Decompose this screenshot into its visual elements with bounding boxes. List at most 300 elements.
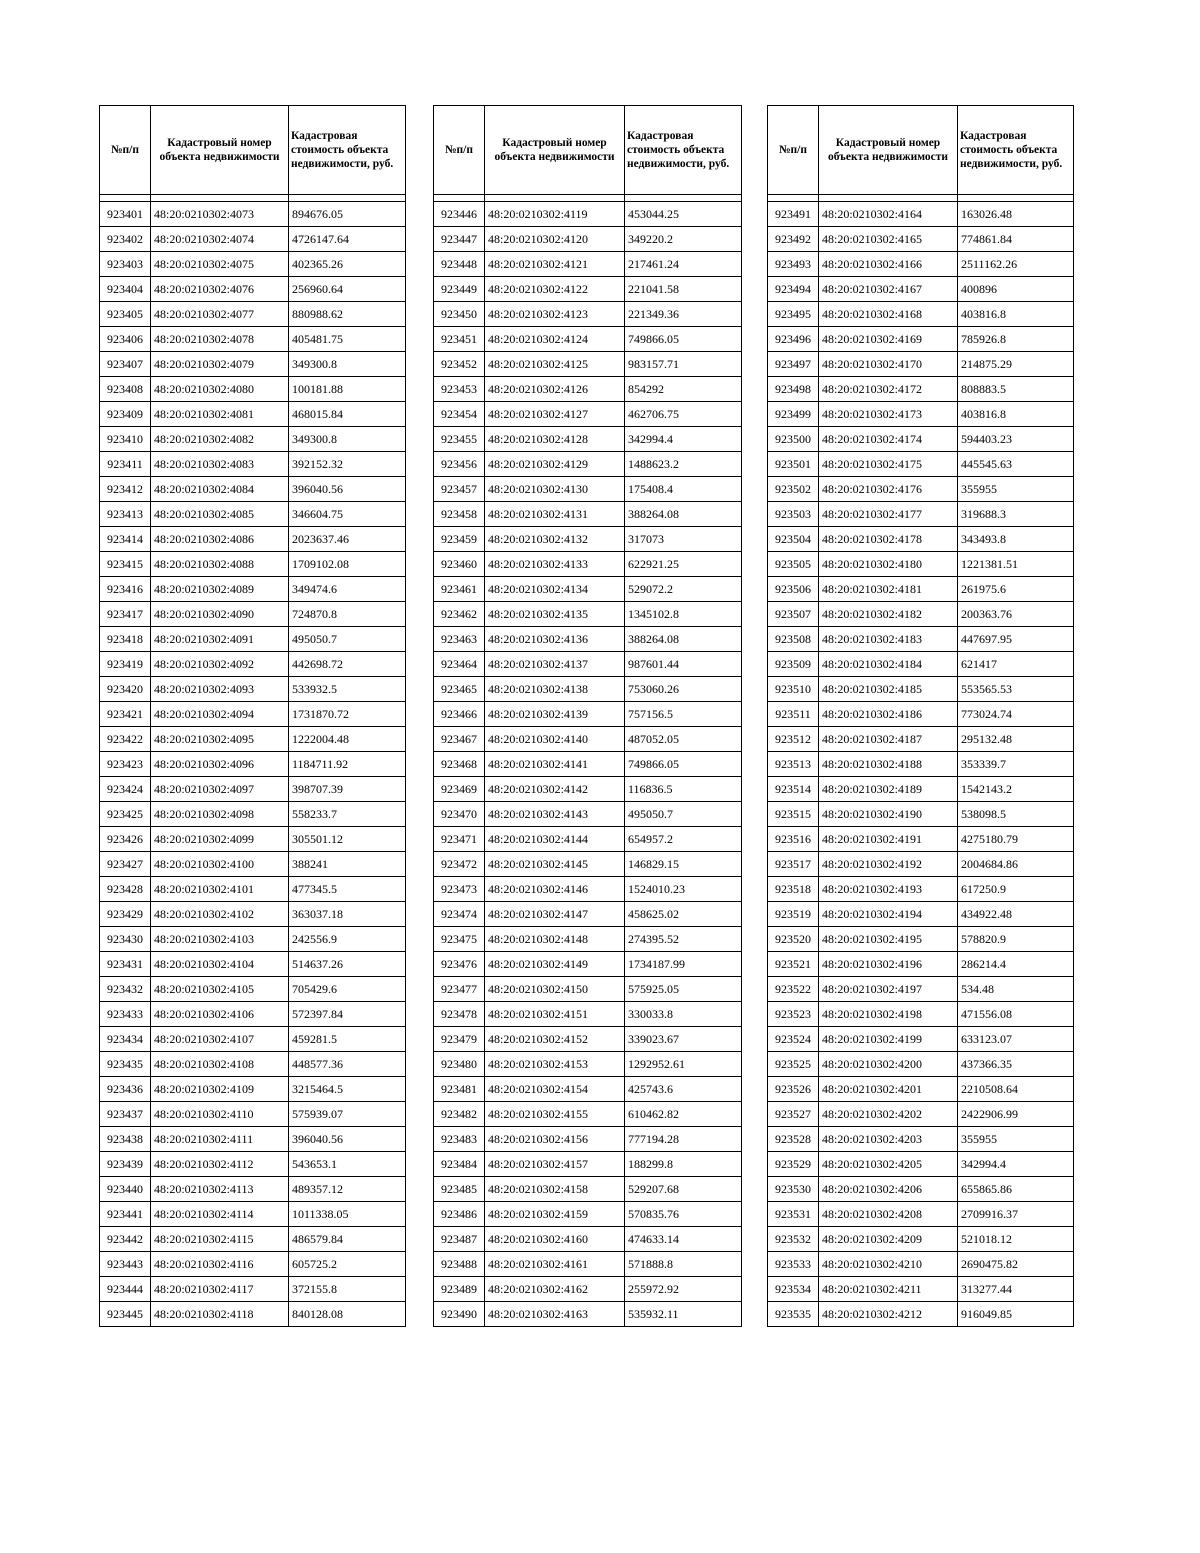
cadastral-number: 48:20:0210302:4119 xyxy=(485,202,625,227)
cadastral-number: 48:20:0210302:4141 xyxy=(485,752,625,777)
cadastral-cost: 392152.32 xyxy=(289,452,406,477)
cadastral-cost: 388264.08 xyxy=(625,627,742,652)
cadastral-cost: 773024.74 xyxy=(958,702,1074,727)
table-row xyxy=(100,952,406,977)
table-row xyxy=(768,502,1074,527)
cadastral-number: 48:20:0210302:4076 xyxy=(151,277,289,302)
cadastral-cost: 543653.1 xyxy=(289,1152,406,1177)
row-number: 923516 xyxy=(768,827,819,852)
table-row xyxy=(768,1177,1074,1202)
table-row xyxy=(434,427,742,452)
cadastral-cost: 349300.8 xyxy=(289,427,406,452)
cadastral-cost: 313277.44 xyxy=(958,1277,1074,1302)
table-row xyxy=(434,652,742,677)
cadastral-cost: 355955 xyxy=(958,477,1074,502)
cadastral-cost: 777194.28 xyxy=(625,1127,742,1152)
row-number: 923442 xyxy=(100,1227,151,1252)
table-row xyxy=(100,1127,406,1152)
table-row xyxy=(768,952,1074,977)
cadastral-cost: 163026.48 xyxy=(958,202,1074,227)
cadastral-number: 48:20:0210302:4079 xyxy=(151,352,289,377)
spacer-cell xyxy=(819,195,958,202)
row-number: 923490 xyxy=(434,1302,485,1327)
table-row xyxy=(434,977,742,1002)
cadastral-number: 48:20:0210302:4073 xyxy=(151,202,289,227)
row-number: 923486 xyxy=(434,1202,485,1227)
row-number: 923427 xyxy=(100,852,151,877)
row-number: 923519 xyxy=(768,902,819,927)
table-row xyxy=(434,1127,742,1152)
cadastral-number: 48:20:0210302:4162 xyxy=(485,1277,625,1302)
spacer-cell xyxy=(768,195,819,202)
cadastral-cost: 402365.26 xyxy=(289,252,406,277)
cadastral-cost: 319688.3 xyxy=(958,502,1074,527)
table-row xyxy=(434,777,742,802)
cadastral-number: 48:20:0210302:4124 xyxy=(485,327,625,352)
table-row xyxy=(100,1077,406,1102)
cadastral-number: 48:20:0210302:4097 xyxy=(151,777,289,802)
cadastral-cost: 724870.8 xyxy=(289,602,406,627)
table-row xyxy=(434,1277,742,1302)
cadastral-cost: 529207.68 xyxy=(625,1177,742,1202)
row-number: 923482 xyxy=(434,1102,485,1127)
cadastral-cost: 1184711.92 xyxy=(289,752,406,777)
table-row xyxy=(100,202,406,227)
cadastral-cost: 295132.48 xyxy=(958,727,1074,752)
cadastral-cost: 372155.8 xyxy=(289,1277,406,1302)
cadastral-number: 48:20:0210302:4121 xyxy=(485,252,625,277)
cadastral-cost: 255972.92 xyxy=(625,1277,742,1302)
row-number: 923405 xyxy=(100,302,151,327)
row-number: 923487 xyxy=(434,1227,485,1252)
row-number: 923450 xyxy=(434,302,485,327)
cadastral-cost: 1222004.48 xyxy=(289,727,406,752)
row-number: 923441 xyxy=(100,1202,151,1227)
row-number: 923430 xyxy=(100,927,151,952)
table-row xyxy=(768,377,1074,402)
cadastral-cost: 654957.2 xyxy=(625,827,742,852)
row-number: 923429 xyxy=(100,902,151,927)
table-row xyxy=(768,1252,1074,1277)
row-number: 923424 xyxy=(100,777,151,802)
table-row xyxy=(768,877,1074,902)
cadastral-cost: 575925.05 xyxy=(625,977,742,1002)
cadastral-cost: 261975.6 xyxy=(958,577,1074,602)
cadastral-number: 48:20:0210302:4170 xyxy=(819,352,958,377)
table-row xyxy=(100,302,406,327)
row-number: 923402 xyxy=(100,227,151,252)
row-number: 923464 xyxy=(434,652,485,677)
cadastral-number: 48:20:0210302:4074 xyxy=(151,227,289,252)
cadastral-number: 48:20:0210302:4107 xyxy=(151,1027,289,1052)
cadastral-cost: 305501.12 xyxy=(289,827,406,852)
table-row xyxy=(768,1202,1074,1227)
table-row xyxy=(100,502,406,527)
row-number: 923511 xyxy=(768,702,819,727)
table-row xyxy=(434,502,742,527)
row-number: 923527 xyxy=(768,1102,819,1127)
table-row xyxy=(434,577,742,602)
table-row xyxy=(100,977,406,1002)
row-number: 923438 xyxy=(100,1127,151,1152)
cadastral-number: 48:20:0210302:4103 xyxy=(151,927,289,952)
row-number: 923501 xyxy=(768,452,819,477)
table-row xyxy=(434,677,742,702)
cadastral-number: 48:20:0210302:4099 xyxy=(151,827,289,852)
cadastral-number: 48:20:0210302:4138 xyxy=(485,677,625,702)
cadastral-cost: 214875.29 xyxy=(958,352,1074,377)
table-row xyxy=(100,1277,406,1302)
cadastral-number: 48:20:0210302:4182 xyxy=(819,602,958,627)
cadastral-cost: 349300.8 xyxy=(289,352,406,377)
row-number: 923505 xyxy=(768,552,819,577)
table-row xyxy=(768,527,1074,552)
cadastral-number: 48:20:0210302:4128 xyxy=(485,427,625,452)
cadastral-number: 48:20:0210302:4077 xyxy=(151,302,289,327)
table-row xyxy=(768,652,1074,677)
row-number: 923459 xyxy=(434,527,485,552)
cadastral-cost: 571888.8 xyxy=(625,1252,742,1277)
row-number: 923422 xyxy=(100,727,151,752)
cadastral-number: 48:20:0210302:4081 xyxy=(151,402,289,427)
row-number: 923460 xyxy=(434,552,485,577)
cadastral-number: 48:20:0210302:4164 xyxy=(819,202,958,227)
table-row xyxy=(434,877,742,902)
row-number: 923483 xyxy=(434,1127,485,1152)
table-row xyxy=(100,1202,406,1227)
cadastral-cost: 4275180.79 xyxy=(958,827,1074,852)
row-number: 923498 xyxy=(768,377,819,402)
spacer-cell xyxy=(485,195,625,202)
cadastral-number: 48:20:0210302:4117 xyxy=(151,1277,289,1302)
cadastral-cost: 1292952.61 xyxy=(625,1052,742,1077)
row-number: 923452 xyxy=(434,352,485,377)
table-row xyxy=(100,1052,406,1077)
row-number: 923529 xyxy=(768,1152,819,1177)
row-number: 923444 xyxy=(100,1277,151,1302)
table-row xyxy=(100,552,406,577)
table-row xyxy=(100,1152,406,1177)
table-row xyxy=(434,1252,742,1277)
header-spacer xyxy=(434,195,742,202)
cadastral-cost: 2004684.86 xyxy=(958,852,1074,877)
cadastral-number: 48:20:0210302:4125 xyxy=(485,352,625,377)
row-number: 923530 xyxy=(768,1177,819,1202)
cadastral-cost: 200363.76 xyxy=(958,602,1074,627)
cadastral-cost: 477345.5 xyxy=(289,877,406,902)
row-number: 923409 xyxy=(100,402,151,427)
table-row xyxy=(100,402,406,427)
table-row xyxy=(100,427,406,452)
cadastral-number: 48:20:0210302:4166 xyxy=(819,252,958,277)
row-number: 923418 xyxy=(100,627,151,652)
table-row xyxy=(434,1152,742,1177)
cadastral-cost: 514637.26 xyxy=(289,952,406,977)
table-row xyxy=(768,302,1074,327)
cadastral-cost: 355955 xyxy=(958,1127,1074,1152)
table-row xyxy=(768,1027,1074,1052)
table-row xyxy=(434,1177,742,1202)
table-row xyxy=(434,827,742,852)
cadastral-number: 48:20:0210302:4205 xyxy=(819,1152,958,1177)
cadastral-cost: 188299.8 xyxy=(625,1152,742,1177)
cadastral-cost: 749866.05 xyxy=(625,327,742,352)
cadastral-number: 48:20:0210302:4096 xyxy=(151,752,289,777)
row-number: 923469 xyxy=(434,777,485,802)
cadastral-number: 48:20:0210302:4187 xyxy=(819,727,958,752)
cadastral-number: 48:20:0210302:4147 xyxy=(485,902,625,927)
cadastral-number: 48:20:0210302:4160 xyxy=(485,1227,625,1252)
table-row xyxy=(434,1202,742,1227)
cadastral-cost: 621417 xyxy=(958,652,1074,677)
cadastral-cost: 146829.15 xyxy=(625,852,742,877)
table-row xyxy=(434,602,742,627)
cadastral-number: 48:20:0210302:4178 xyxy=(819,527,958,552)
table-row xyxy=(768,927,1074,952)
table-header-row xyxy=(100,106,406,195)
cadastral-number: 48:20:0210302:4092 xyxy=(151,652,289,677)
spacer-cell xyxy=(434,195,485,202)
row-number: 923506 xyxy=(768,577,819,602)
cadastral-number: 48:20:0210302:4192 xyxy=(819,852,958,877)
spacer-cell xyxy=(151,195,289,202)
cadastral-cost: 217461.24 xyxy=(625,252,742,277)
spacer-cell xyxy=(100,195,151,202)
cadastral-cost: 753060.26 xyxy=(625,677,742,702)
cadastral-cost: 458625.02 xyxy=(625,902,742,927)
row-number: 923479 xyxy=(434,1027,485,1052)
cadastral-cost: 894676.05 xyxy=(289,202,406,227)
row-number: 923522 xyxy=(768,977,819,1002)
table-row xyxy=(100,252,406,277)
row-number: 923503 xyxy=(768,502,819,527)
cadastral-cost: 349220.2 xyxy=(625,227,742,252)
cadastral-cost: 445545.63 xyxy=(958,452,1074,477)
cadastral-cost: 575939.07 xyxy=(289,1102,406,1127)
cadastral-cost: 363037.18 xyxy=(289,902,406,927)
table-row xyxy=(768,427,1074,452)
table-row xyxy=(434,1027,742,1052)
row-number: 923502 xyxy=(768,477,819,502)
cadastral-number: 48:20:0210302:4136 xyxy=(485,627,625,652)
cadastral-number: 48:20:0210302:4078 xyxy=(151,327,289,352)
row-number: 923499 xyxy=(768,402,819,427)
table-row xyxy=(100,627,406,652)
cadastral-cost: 533932.5 xyxy=(289,677,406,702)
cadastral-number: 48:20:0210302:4184 xyxy=(819,652,958,677)
table-row xyxy=(434,802,742,827)
row-number: 923468 xyxy=(434,752,485,777)
table-row xyxy=(434,552,742,577)
cadastral-cost: 353339.7 xyxy=(958,752,1074,777)
row-number: 923474 xyxy=(434,902,485,927)
cadastral-number: 48:20:0210302:4161 xyxy=(485,1252,625,1277)
cadastral-number: 48:20:0210302:4131 xyxy=(485,502,625,527)
cadastral-number: 48:20:0210302:4093 xyxy=(151,677,289,702)
cadastral-number: 48:20:0210302:4186 xyxy=(819,702,958,727)
cadastral-cost: 468015.84 xyxy=(289,402,406,427)
cadastral-number: 48:20:0210302:4086 xyxy=(151,527,289,552)
table-row xyxy=(100,1102,406,1127)
cadastral-cost: 396040.56 xyxy=(289,477,406,502)
cadastral-number: 48:20:0210302:4183 xyxy=(819,627,958,652)
row-number: 923456 xyxy=(434,452,485,477)
cadastral-cost: 2690475.82 xyxy=(958,1252,1074,1277)
cadastral-cost: 398707.39 xyxy=(289,777,406,802)
row-number: 923449 xyxy=(434,277,485,302)
row-number: 923476 xyxy=(434,952,485,977)
cadastral-cost: 617250.9 xyxy=(958,877,1074,902)
cadastral-cost: 622921.25 xyxy=(625,552,742,577)
cadastral-number: 48:20:0210302:4127 xyxy=(485,402,625,427)
row-number: 923515 xyxy=(768,802,819,827)
row-number: 923477 xyxy=(434,977,485,1002)
table-row xyxy=(768,1102,1074,1127)
row-number: 923439 xyxy=(100,1152,151,1177)
row-number: 923453 xyxy=(434,377,485,402)
cadastral-number: 48:20:0210302:4181 xyxy=(819,577,958,602)
table-row xyxy=(100,1002,406,1027)
row-number: 923521 xyxy=(768,952,819,977)
cadastral-number: 48:20:0210302:4111 xyxy=(151,1127,289,1152)
cadastral-cost: 116836.5 xyxy=(625,777,742,802)
row-number: 923532 xyxy=(768,1227,819,1252)
table-row xyxy=(100,1252,406,1277)
cadastral-cost: 286214.4 xyxy=(958,952,1074,977)
table-row xyxy=(100,577,406,602)
cadastral-cost: 4726147.64 xyxy=(289,227,406,252)
table-row xyxy=(100,602,406,627)
row-number: 923428 xyxy=(100,877,151,902)
table-row xyxy=(100,1027,406,1052)
cadastral-cost: 471556.08 xyxy=(958,1002,1074,1027)
cadastral-number: 48:20:0210302:4114 xyxy=(151,1202,289,1227)
table-row xyxy=(768,352,1074,377)
cadastral-cost: 342994.4 xyxy=(625,427,742,452)
row-number: 923454 xyxy=(434,402,485,427)
cadastral-number: 48:20:0210302:4083 xyxy=(151,452,289,477)
cadastral-table-1 xyxy=(99,105,406,1327)
row-number: 923484 xyxy=(434,1152,485,1177)
cadastral-number: 48:20:0210302:4094 xyxy=(151,702,289,727)
table-row xyxy=(434,1102,742,1127)
table-row xyxy=(768,1152,1074,1177)
cadastral-cost: 521018.12 xyxy=(958,1227,1074,1252)
cadastral-number: 48:20:0210302:4208 xyxy=(819,1202,958,1227)
cadastral-number: 48:20:0210302:4089 xyxy=(151,577,289,602)
table-row xyxy=(100,1177,406,1202)
cadastral-number: 48:20:0210302:4212 xyxy=(819,1302,958,1327)
cadastral-number: 48:20:0210302:4110 xyxy=(151,1102,289,1127)
cadastral-cost: 388264.08 xyxy=(625,502,742,527)
header-cadastral-number: Кадастровый номер объекта недвижимости xyxy=(485,106,625,195)
row-number: 923491 xyxy=(768,202,819,227)
header-cadastral-number: Кадастровый номер объекта недвижимости xyxy=(819,106,958,195)
cadastral-cost: 486579.84 xyxy=(289,1227,406,1252)
row-number: 923406 xyxy=(100,327,151,352)
cadastral-cost: 854292 xyxy=(625,377,742,402)
table-row xyxy=(434,377,742,402)
table-row xyxy=(434,927,742,952)
row-number: 923404 xyxy=(100,277,151,302)
header-number: №п/п xyxy=(768,106,819,195)
cadastral-number: 48:20:0210302:4133 xyxy=(485,552,625,577)
cadastral-cost: 434922.48 xyxy=(958,902,1074,927)
row-number: 923514 xyxy=(768,777,819,802)
table-row xyxy=(768,252,1074,277)
cadastral-number: 48:20:0210302:4153 xyxy=(485,1052,625,1077)
cadastral-number: 48:20:0210302:4126 xyxy=(485,377,625,402)
table-row xyxy=(100,352,406,377)
cadastral-cost: 1011338.05 xyxy=(289,1202,406,1227)
table-row xyxy=(434,352,742,377)
row-number: 923488 xyxy=(434,1252,485,1277)
row-number: 923489 xyxy=(434,1277,485,1302)
cadastral-cost: 3215464.5 xyxy=(289,1077,406,1102)
row-number: 923496 xyxy=(768,327,819,352)
header-number: №п/п xyxy=(100,106,151,195)
table-row xyxy=(100,327,406,352)
cadastral-cost: 425743.6 xyxy=(625,1077,742,1102)
cadastral-number: 48:20:0210302:4115 xyxy=(151,1227,289,1252)
cadastral-number: 48:20:0210302:4130 xyxy=(485,477,625,502)
cadastral-cost: 442698.72 xyxy=(289,652,406,677)
cadastral-cost: 785926.8 xyxy=(958,327,1074,352)
cadastral-cost: 987601.44 xyxy=(625,652,742,677)
cadastral-number: 48:20:0210302:4202 xyxy=(819,1102,958,1127)
cadastral-cost: 1488623.2 xyxy=(625,452,742,477)
cadastral-number: 48:20:0210302:4088 xyxy=(151,552,289,577)
table-row xyxy=(768,1302,1074,1327)
cadastral-cost: 610462.82 xyxy=(625,1102,742,1127)
row-number: 923412 xyxy=(100,477,151,502)
cadastral-cost: 349474.6 xyxy=(289,577,406,602)
cadastral-number: 48:20:0210302:4101 xyxy=(151,877,289,902)
table-row xyxy=(100,702,406,727)
cadastral-cost: 594403.23 xyxy=(958,427,1074,452)
cadastral-cost: 534.48 xyxy=(958,977,1074,1002)
table-row xyxy=(434,952,742,977)
row-number: 923512 xyxy=(768,727,819,752)
table-row xyxy=(768,802,1074,827)
cadastral-cost: 1524010.23 xyxy=(625,877,742,902)
cadastral-number: 48:20:0210302:4091 xyxy=(151,627,289,652)
cadastral-cost: 388241 xyxy=(289,852,406,877)
cadastral-cost: 880988.62 xyxy=(289,302,406,327)
cadastral-cost: 274395.52 xyxy=(625,927,742,952)
cadastral-number: 48:20:0210302:4173 xyxy=(819,402,958,427)
cadastral-number: 48:20:0210302:4100 xyxy=(151,852,289,877)
cadastral-number: 48:20:0210302:4085 xyxy=(151,502,289,527)
cadastral-number: 48:20:0210302:4174 xyxy=(819,427,958,452)
row-number: 923494 xyxy=(768,277,819,302)
row-number: 923414 xyxy=(100,527,151,552)
table-row xyxy=(100,227,406,252)
cadastral-number: 48:20:0210302:4132 xyxy=(485,527,625,552)
table-row xyxy=(768,202,1074,227)
cadastral-cost: 396040.56 xyxy=(289,1127,406,1152)
row-number: 923465 xyxy=(434,677,485,702)
table-row xyxy=(100,877,406,902)
cadastral-number: 48:20:0210302:4150 xyxy=(485,977,625,1002)
row-number: 923401 xyxy=(100,202,151,227)
cadastral-number: 48:20:0210302:4199 xyxy=(819,1027,958,1052)
table-row xyxy=(100,377,406,402)
row-number: 923528 xyxy=(768,1127,819,1152)
table-row xyxy=(100,927,406,952)
table-row xyxy=(768,602,1074,627)
row-number: 923421 xyxy=(100,702,151,727)
